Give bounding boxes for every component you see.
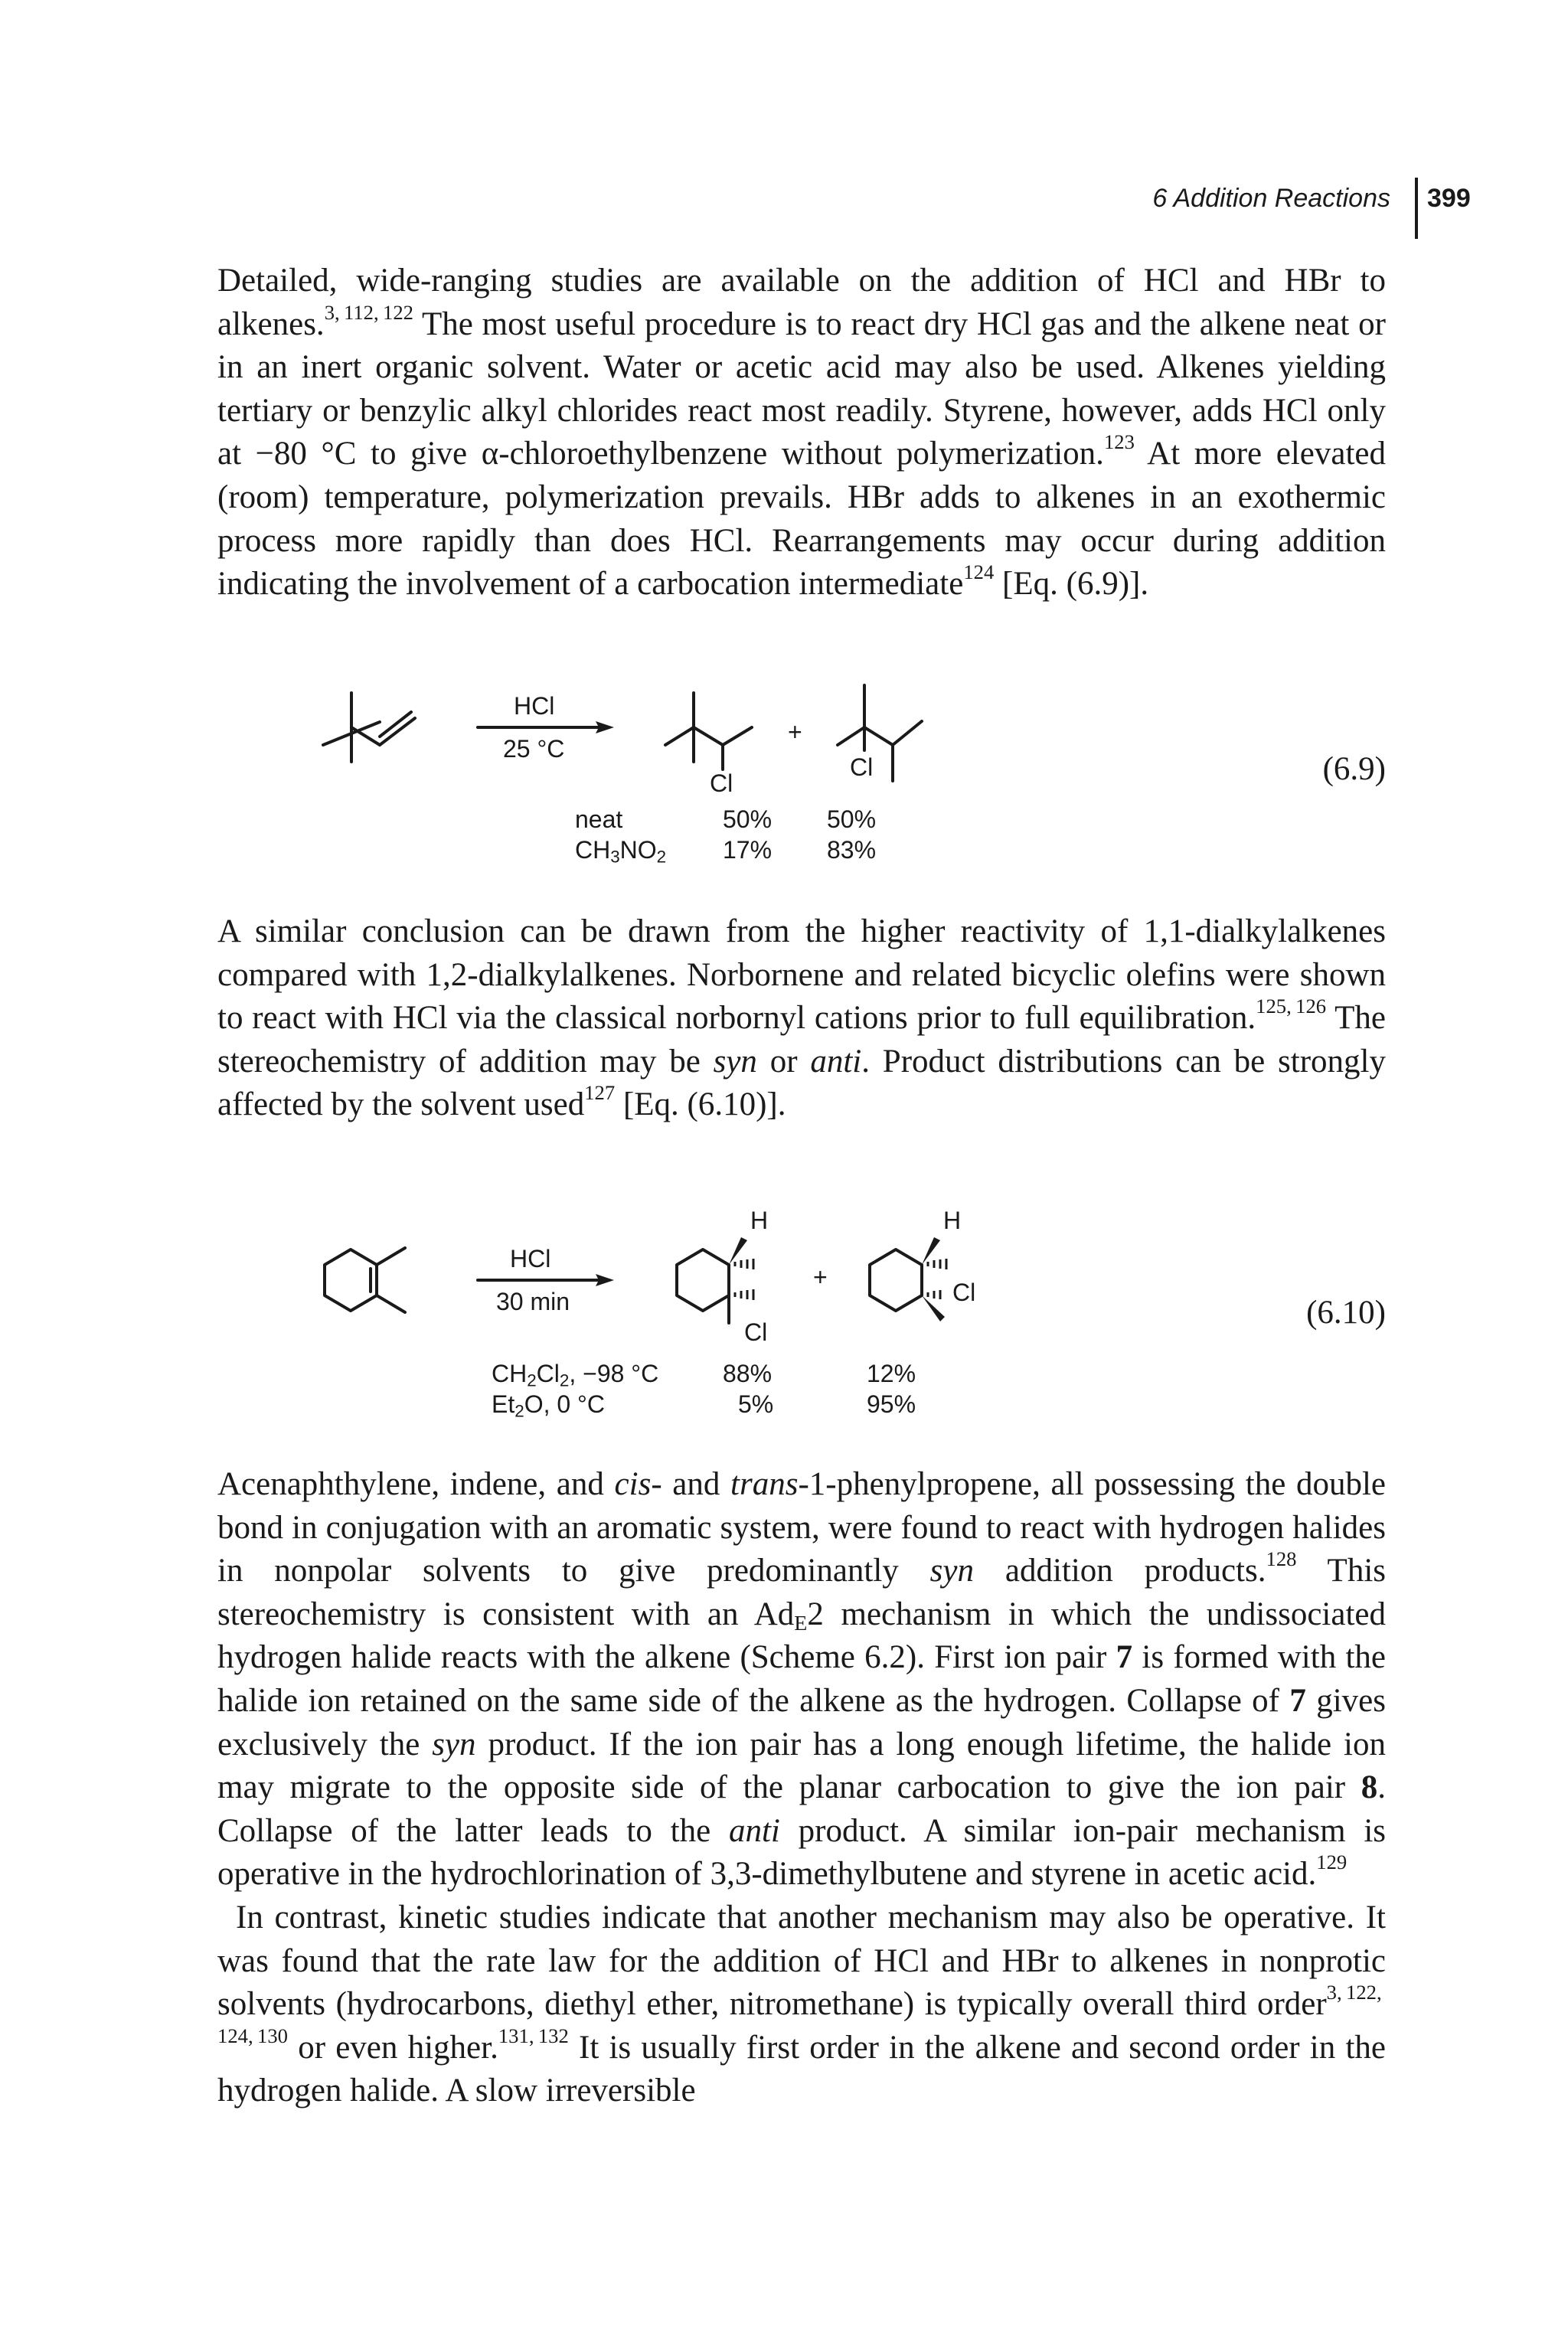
- paragraph-dialkylalkenes: A similar conclusion can be drawn from the higher reactivity of 1,1-dialkylalkenes compared with 1,2-dialkylalkenes. Norbornene and related bicyclic olefins were shown to react with HCl via the classical norbornyl cations prior to full equilibration.$^{125, 126}$ The stereochemistry of addition may be syn or anti. Product distributions can be strongly affected by the solvent used$^{127}$ [Eq. (6.10)].: [217, 913, 1386, 1123]
- yield-value: 83%: [827, 836, 877, 864]
- header-divider: [1415, 178, 1418, 239]
- paragraph-ion-pair-mechanism: Acenaphthylene, indene, and cis- and trans-1-phenylpropene, all possessing the double bond in conjugation with an aromatic system, were found to react with hydrogen halides in nonpolar solvents to give predominantly syn addition products.$^{128}$ This stereochemistry is consistent with an $Ad_E2$ mechanism in which the undissociated hydrogen halide reacts with the alkene (Scheme 6.2). First ion pair 7 is formed with the halide ion retained on the same side of the alkene as the hydrogen. Collapse of 7 gives exclusively the syn product. If the ion pair has a long enough lifetime, the halide ion may migrate to the opposite side of the planar carbocation to give the ion pair 8. Collapse of the latter leads to the anti product. A similar ion-pair mechanism is operative in the hydrochlorination of 3,3-dimethylbutene and styrene in acetic acid.$^{129}$ In contrast, kinetic studies indicate that another mechanism may also be operative. It was found that the rate law for the addition of HCl and HBr to alkenes in nonprotic solvents (hydrocarbons, diethyl ether, nitromethane) is typically overall third order$^{3, 122, 124, 130}$ or even higher.$^{131, 132}$ It is usually first order in the alkene and second order in the hydrogen halide. A slow irreversible: [217, 1463, 1386, 2113]
- citation: 128: [1266, 1547, 1297, 1571]
- reagent-label: HCl: [510, 1245, 551, 1272]
- compound-number: 7: [1289, 1682, 1306, 1719]
- product-anti-chloride: [870, 1250, 922, 1311]
- page-number: 399: [1427, 184, 1471, 213]
- citation: 124: [963, 560, 995, 584]
- solvent-label: $CH_2Cl_2$, −98 °C: [492, 1360, 659, 1390]
- reagent-label: HCl: [514, 692, 555, 720]
- stereo-bonds-product-2: [922, 1237, 946, 1321]
- chapter-title: 6 Addition Reactions: [1152, 184, 1390, 213]
- plus-sign: +: [813, 1263, 828, 1291]
- hydrogen-label: H: [943, 1207, 962, 1234]
- condition-label: 30 min: [496, 1288, 570, 1315]
- equation-6-9-structures: [217, 674, 1386, 873]
- stereo-bonds-product-1: [729, 1237, 753, 1300]
- running-header: [0, 178, 1568, 239]
- citation: 131, 132: [498, 2024, 569, 2047]
- yield-value: 12%: [867, 1360, 916, 1387]
- citation: 3, 122, 124, 130: [217, 1981, 1386, 2047]
- hydrogen-label: H: [750, 1207, 769, 1234]
- compound-number: 8: [1361, 1769, 1378, 1806]
- yield-value: 17%: [723, 836, 773, 864]
- chlorine-label: Cl: [850, 753, 874, 781]
- condition-label: 25 °C: [503, 735, 565, 763]
- plus-sign: +: [788, 718, 802, 746]
- solvent-label: $Et_2O$, 0 °C: [492, 1390, 605, 1421]
- equation-number: (6.9): [1322, 751, 1386, 787]
- solvent-label: $CH_3NO_2$: [575, 836, 667, 867]
- citation: 129: [1316, 1851, 1348, 1874]
- reactant-3-3-dimethylbutene: [323, 693, 415, 762]
- reaction-arrow: [478, 721, 614, 733]
- citation: 125, 126: [1256, 995, 1327, 1018]
- citation: 3, 112, 122: [324, 300, 413, 324]
- equation-6-9: [217, 674, 1386, 873]
- equation-6-10-structures: [217, 1202, 1386, 1424]
- yield-value: 95%: [867, 1390, 916, 1418]
- yield-value: 50%: [723, 805, 773, 833]
- yield-value: 50%: [827, 805, 877, 833]
- product-2-chloro-3-3-dimethylbutane: [665, 693, 752, 769]
- solvent-label: neat: [575, 805, 623, 833]
- paragraph-hcl-hbr-addition: Detailed, wide-ranging studies are available on the addition of HCl and HBr to alkenes.$^{3, 112, 122}$ The most useful procedure is to react dry HCl gas and the alkene neat or in an inert organic solvent. Water or acetic acid may also be used. Alkenes yielding tertiary or benzylic alkyl chlorides react most readily. Styrene, however, adds HCl only at −80 °C to give α-chloroethylbenzene without polymerization.$^{123}$ At more elevated (room) temperature, polymerization prevails. HBr adds to alkenes in an exothermic process more rapidly than does HCl. Rearrangements may occur during addition indicating the involvement of a carbocation intermediate$^{124}$ [Eq. (6.9)].: [217, 263, 1386, 603]
- product-syn-chloride: [677, 1250, 729, 1323]
- chlorine-label: Cl: [952, 1279, 976, 1306]
- reactant-1-2-dimethylcyclohexene: [325, 1248, 405, 1312]
- compound-number: 7: [1116, 1639, 1133, 1676]
- citation: 123: [1103, 430, 1135, 454]
- reaction-arrow: [478, 1274, 614, 1286]
- chlorine-label: Cl: [710, 769, 733, 797]
- chlorine-label: Cl: [744, 1318, 768, 1346]
- equation-number: (6.10): [1306, 1295, 1386, 1331]
- yield-value: 5%: [738, 1390, 774, 1418]
- citation: 127: [584, 1081, 616, 1105]
- paragraph-kinetic-studies: In contrast, kinetic studies indicate that another mechanism may also be operative. It was found that the rate law for the addition of HCl and HBr to alkenes in nonprotic solvents (hydrocarbons, diethyl ether, nitromethane) is typically overall third order$^{3, 122, 124, 130}$ or even higher.$^{131, 132}$ It is usually first order in the alkene and second order in the hydrogen halide. A slow irreversible: [217, 1899, 1386, 2109]
- equation-6-10: [217, 1202, 1386, 1424]
- yield-value: 88%: [723, 1360, 773, 1387]
